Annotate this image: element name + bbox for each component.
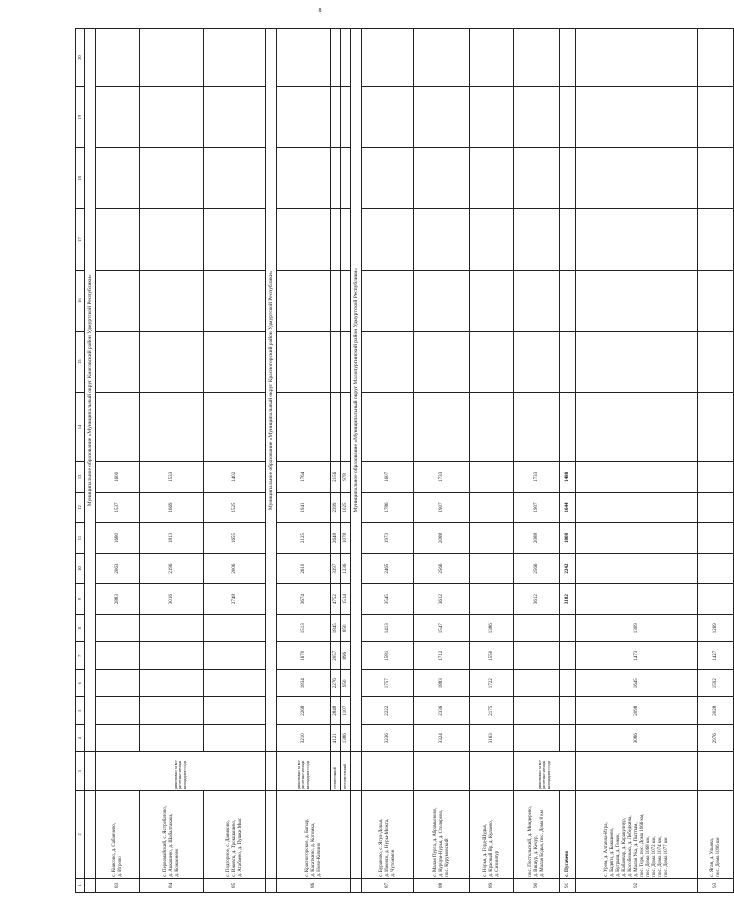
col-header: 9 [76,584,85,615]
locality-cell: с. Норья, д. Горд-Шудья, д. Красный Яр, д. Кулаево, д. Сизинпур [470,791,514,879]
tariff-value: 2566 [414,553,470,584]
section-header-row [351,29,362,893]
table-row [277,29,331,893]
tariff-value: 2610 [277,553,331,584]
tariff-value: 1941 [277,492,331,523]
col-header: 20 [76,29,85,87]
tariff-value: 2098 [576,697,698,725]
tariff-value: 2883 [96,584,140,615]
tariff-value: 2976 [698,724,734,752]
tariff-value: 1537 [96,492,140,523]
row-number: 93 [698,878,734,892]
col-header: 4 [76,724,85,752]
tariff-table [75,28,734,893]
col-header: 11 [76,523,85,554]
tariff-value: 1402 [204,462,266,493]
section-header-row [266,29,277,893]
tariff-value: 3324 [414,724,470,752]
tariff-value: 2465 [362,553,414,584]
tariff-value: 1386 [470,614,514,642]
col-header: 18 [76,148,85,209]
tariff-value: 1655 [204,523,266,554]
table-row [362,29,414,893]
table-row [414,29,470,893]
col-header: 1 [76,878,85,892]
tariff-value: 3612 [414,584,470,615]
col-header: 12 [76,492,85,523]
row-number: 84 [140,878,204,892]
section-title: Муниципальное образование «Муниципальный округ Киясовский район Удмуртской Республики» [85,29,96,752]
tariff-value: 2156 [331,462,341,493]
tariff-value: 2648 [331,523,341,554]
tariff-value: 1413 [362,614,414,642]
tariff-value: 1592 [698,669,734,697]
locality-cell: с. Подгорное, с. Даниково, с. Ижевск, д. Трокшашево, д. Атабаево, д. Пушки Мыс [204,791,266,879]
tariff-value: 1644 [560,492,576,523]
tariff-value: 1533 [140,462,204,493]
tariff-value: 1473 [576,642,698,670]
section-title: Муниципальное образование «Муниципальный округ Красногорский район Удмуртской Республики» [266,29,277,752]
section-header-row [85,29,96,893]
tariff-value: 1733 [514,462,560,493]
row-number: 86 [277,878,351,892]
locality-cell: с. Первомайский, с. Ястребатово, д. Аккашево, д. Шабалтакаш, д. Кожаенево [140,791,204,879]
page-number: 8 [318,8,322,14]
tariff-value: 3236 [362,724,414,752]
col-header: 10 [76,553,85,584]
col-header: 8 [76,614,85,642]
table-row [576,29,698,893]
row-number: 83 [96,878,140,892]
locality-cell: с. Киясово, д. Сабанчево, д. Игрово [96,791,140,879]
row-number: 88 [414,878,470,892]
row-number: 85 [204,878,266,892]
tariff-value: 1669 [140,492,204,523]
tariff-value: 1973 [362,523,414,554]
table-row [341,29,351,893]
period-note: неотопительный [341,752,351,791]
row-number: 92 [576,878,698,892]
tariff-value: 1107 [341,697,351,725]
period-note: равнозначно за все расчетные месяцы календарного года [514,752,576,791]
table-row [514,29,560,893]
locality-cell: с. Красногорское, д. Багыр, д. Касаткино, д. Котомка, д. Ново-Кичино [277,791,351,879]
col-header: 7 [76,642,85,670]
tariff-value: 2028 [698,697,734,725]
period-note: равнозначно за все расчетные месяцы календарного года [277,752,331,791]
col-header: 2 [76,791,85,879]
tariff-value: 3086 [576,724,698,752]
tariff-value: 850 [341,614,351,642]
tariff-value: 2088 [414,523,470,554]
locality-cell: с. Яган, д. Ульяна, пос. Дома 1096 км [698,791,734,879]
col-header: 6 [76,669,85,697]
tariff-value: 1834 [277,669,331,697]
locality-cell: пос. Постольский, д. Миндерево, д. Вишур, д. Кечур, д. Малая Бодья, пос. Дома 8 км [514,791,560,879]
tariff-value: 2057 [331,642,341,670]
tariff-value: 1808 [560,523,576,554]
tariff-value: 1488 [560,462,576,493]
tariff-value: 2222 [362,697,414,725]
tariff-value: 1813 [140,523,204,554]
tariff-value: 2276 [331,669,341,697]
tariff-value: 1670 [277,642,331,670]
tariff-value: 1757 [362,669,414,697]
tariff-value: 1907 [414,492,470,523]
tariff-value: 3674 [277,584,331,615]
locality-cell: с. Бураново, с. Ягул-Докья, д. Ижевск, д. Нуры-Можга, д. Чутожмон [362,791,414,879]
tariff-value: 2336 [414,697,470,725]
tariff-value: 978 [341,462,351,493]
table-row [96,29,140,893]
tariff-value: 1078 [341,523,351,554]
tariff-value: 2242 [560,553,576,584]
locality-cell: с. Малая Пурга, д. Абрамьевово, д. Курчум-Нурья, д. Столярово, пос. Курумовский [414,791,470,879]
tariff-value: 950 [341,669,351,697]
tariff-value: 1581 [362,642,414,670]
tariff-value: 1883 [414,669,470,697]
tariff-value: 3545 [362,584,414,615]
column-numbers-row [76,29,85,893]
col-header: 14 [76,392,85,461]
table-row [698,29,734,893]
col-header: 19 [76,87,85,148]
section-title: Муниципальное образование «Муниципальный округ Малопургинский район Удмуртской Республики» [351,29,362,752]
tariff-value: 896 [341,642,351,670]
tariff-value: 3182 [560,584,576,615]
tariff-value: 1600 [96,462,140,493]
tariff-value: 1845 [331,614,341,642]
tariff-value: 1733 [414,462,470,493]
tariff-value: 2748 [204,584,266,615]
row-number: 89 [470,878,514,892]
tariff-value: 3163 [470,724,514,752]
tariff-value: 1513 [277,614,331,642]
col-header: 3 [76,752,85,791]
col-header: 17 [76,209,85,270]
row-number: 90 [514,878,560,892]
tariff-value: 2125 [277,523,331,554]
tariff-value: 4121 [331,724,341,752]
tariff-value: 2399 [331,492,341,523]
tariff-value: 1712 [414,642,470,670]
rotated-table-container [75,28,721,893]
row-number: 91 [560,878,576,892]
tariff-value: 1907 [514,492,560,523]
period-note: равнозначно за все расчетные месяцы календарного года [96,752,266,791]
locality-cell: с. Пугачево [560,791,576,879]
tariff-value: 3210 [277,724,331,752]
tariff-value: 1547 [414,614,470,642]
col-header: 15 [76,331,85,392]
tariff-value: 1607 [362,462,414,493]
tariff-value: 1236 [341,553,351,584]
tariff-value: 4752 [331,584,341,615]
tariff-value: 2268 [277,697,331,725]
tariff-value: 2088 [514,523,560,554]
tariff-value: 3397 [331,553,341,584]
tariff-value: 3016 [140,584,204,615]
tariff-value: 3612 [514,584,560,615]
tariff-value: 1722 [470,669,514,697]
row-number: 87 [362,878,414,892]
table-row [331,29,341,893]
tariff-value: 1645 [576,669,698,697]
period-note: отопительный [331,752,341,791]
tariff-value: 1025 [341,492,351,523]
tariff-value: 2006 [204,553,266,584]
tariff-value: 1786 [362,492,414,523]
tariff-value: 1386 [341,724,351,752]
tariff-value: 1514 [341,584,351,615]
tariff-value: 1550 [470,642,514,670]
tariff-value: 2063 [96,553,140,584]
tariff-value: 2175 [470,697,514,725]
locality-cell: с. Уром, д. Алганча-Игра, д. Бадяги, д. Бакшеево, д. Бугрыш, д. Гежек, д. Кабанвар, д. Каракулнур, д. Кособенько, д. Лебедкина, д. Малая Ука, д. Пыттым, пос. Торк, пос. Дома 1066 км, пос. Дома 1068 км, пос. Дома 1072 км, пос. Дома 1074 км, пос. Дома 1077 км [576,791,698,879]
col-header: 16 [76,270,85,331]
tariff-value: 1764 [277,462,331,493]
tariff-value: 2848 [331,697,341,725]
col-header: 13 [76,462,85,493]
tariff-value: 1309 [576,614,698,642]
tariff-value: 2196 [140,553,204,584]
tariff-value: 1269 [698,614,734,642]
tariff-value: 1525 [204,492,266,523]
table-row [470,29,514,893]
col-header: 5 [76,697,85,725]
tariff-value: 2566 [514,553,560,584]
tariff-value: 1427 [698,642,734,670]
tariff-value: 1680 [96,523,140,554]
